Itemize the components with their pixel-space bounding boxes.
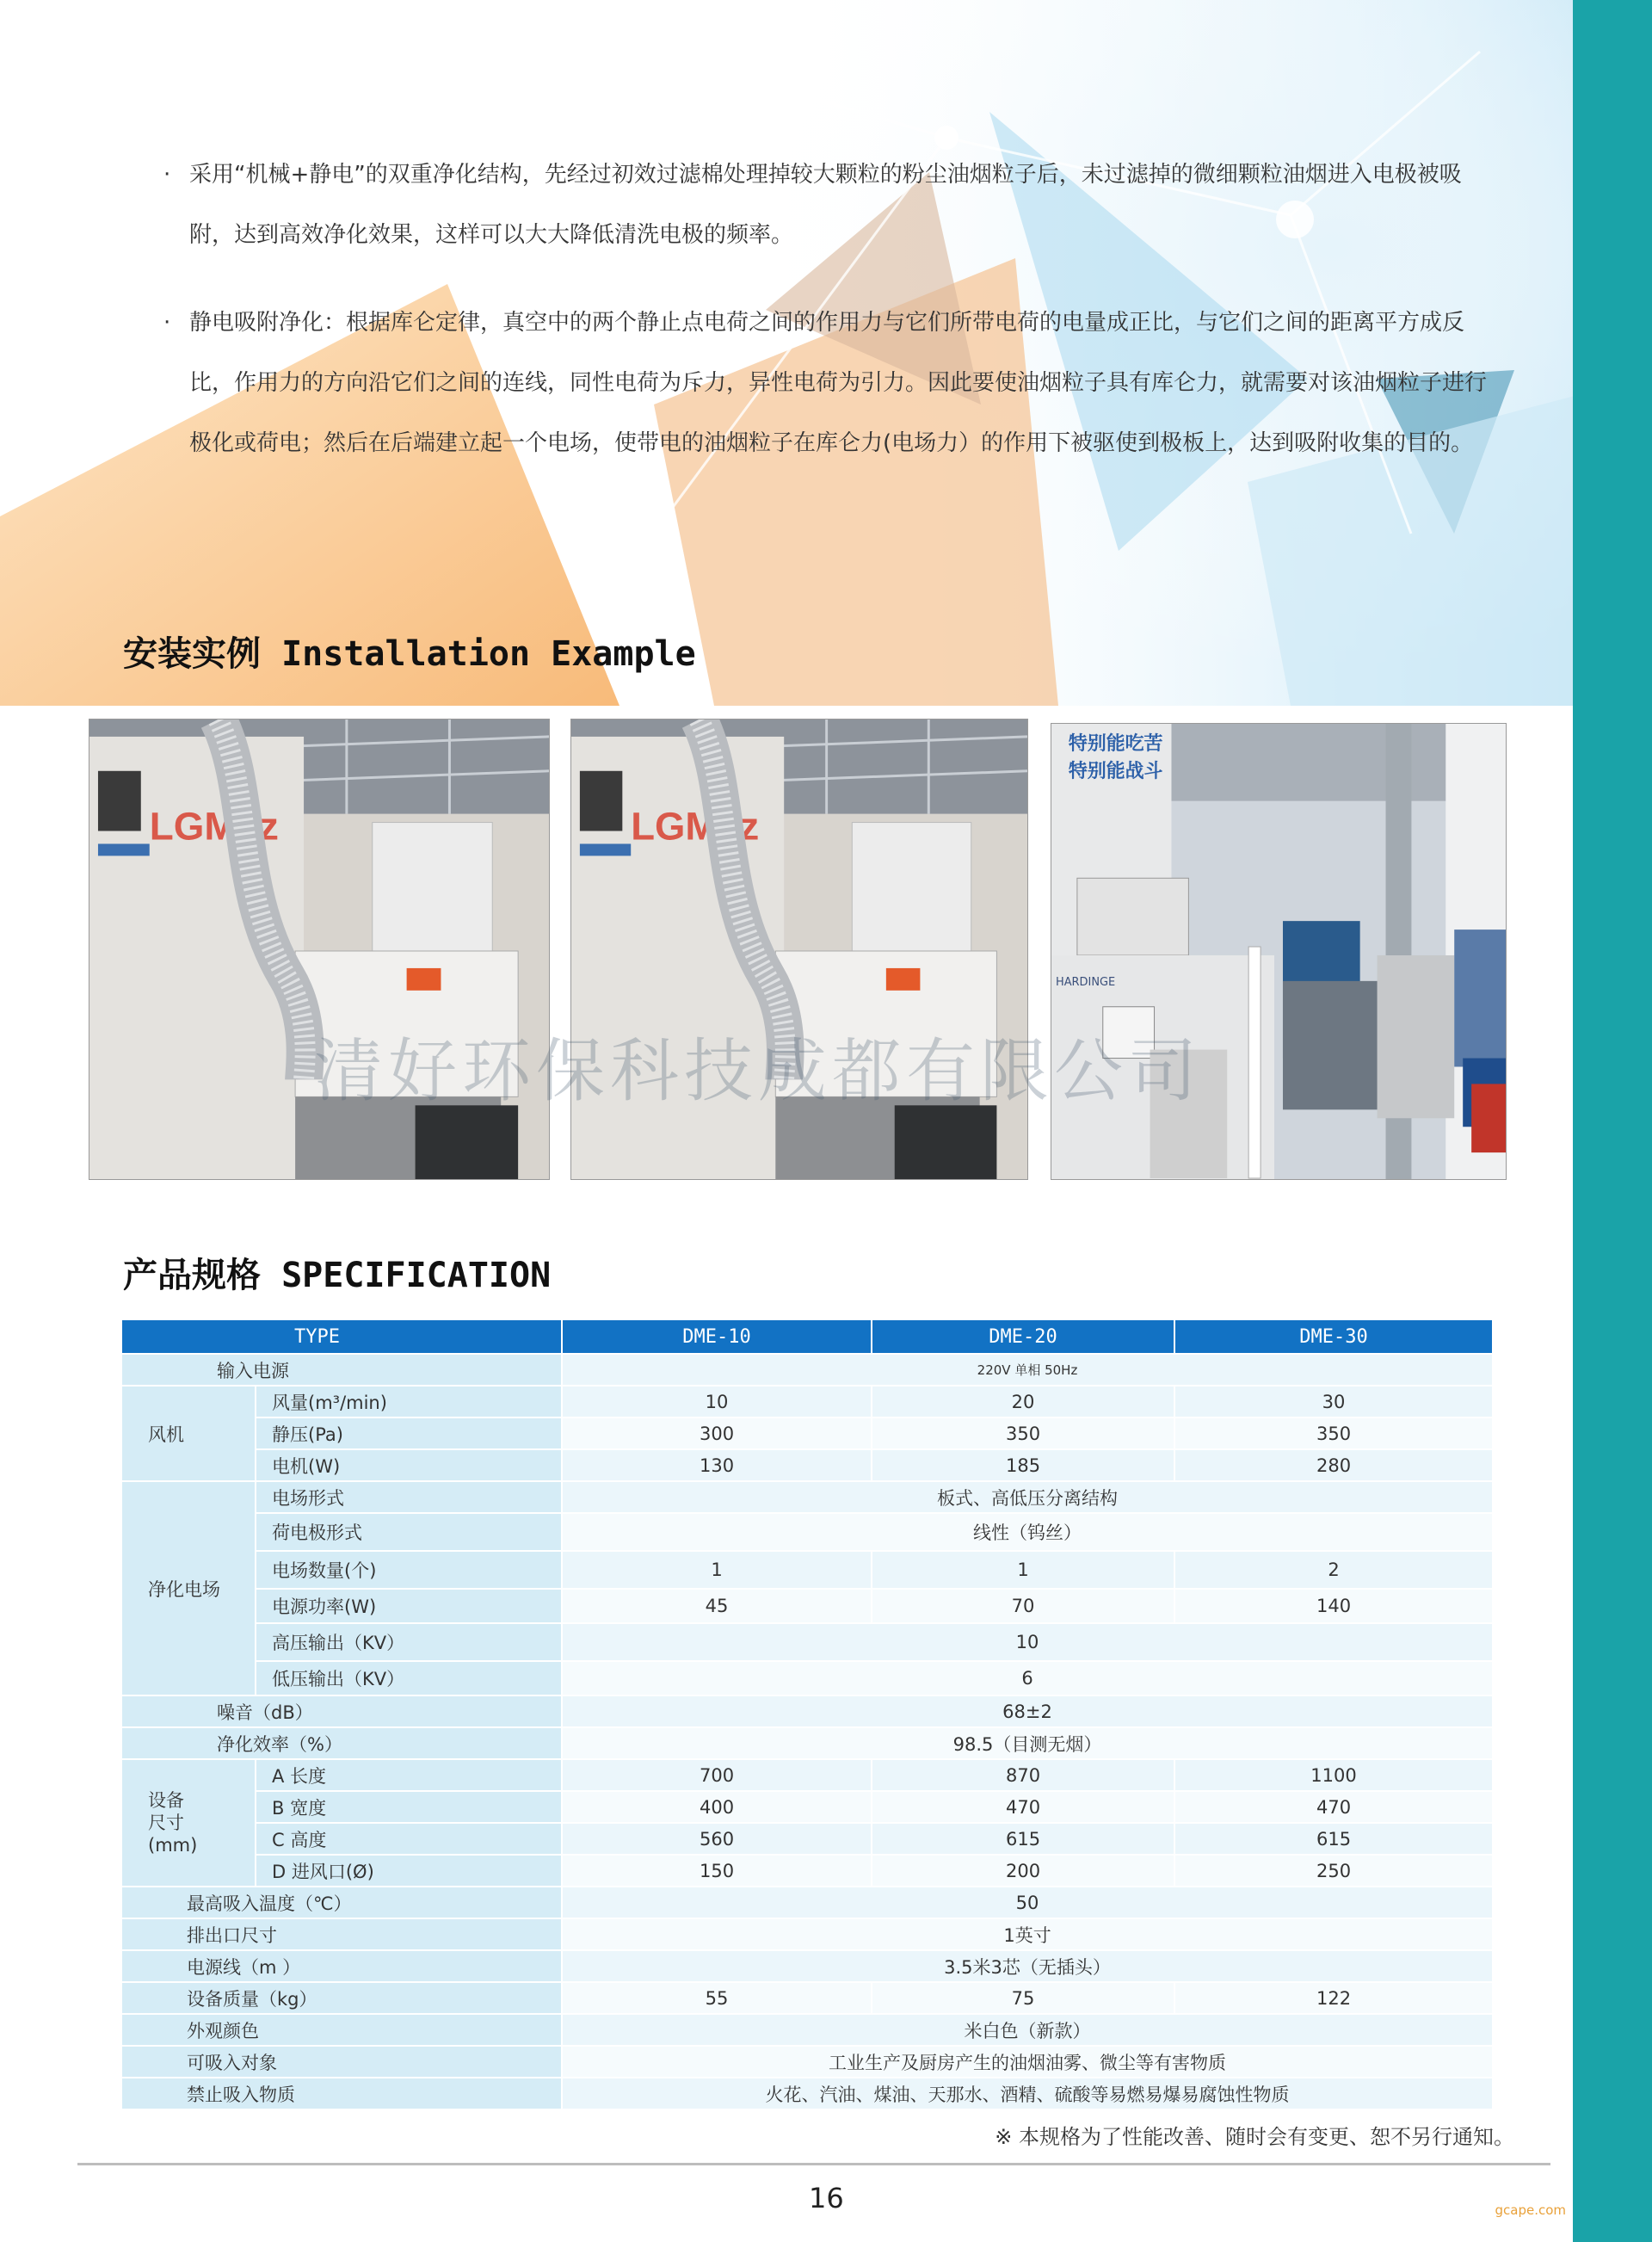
row-value: 线性（钨丝） — [562, 1513, 1493, 1551]
installation-title: 安装实例 Installation Example — [123, 634, 696, 674]
row-value: 6 — [562, 1661, 1493, 1695]
cell-value: 130 — [562, 1449, 872, 1481]
table-row — [121, 1823, 1493, 1855]
row-value: 板式、高低压分离结构 — [562, 1481, 1493, 1513]
group-label: 风机 — [121, 1386, 256, 1481]
table-row — [121, 1759, 1493, 1791]
cell-value: 400 — [562, 1791, 872, 1823]
table-row — [121, 1950, 1493, 1982]
cell-value: 10 — [562, 1386, 872, 1417]
site-watermark: gcape.com — [1495, 2202, 1566, 2218]
table-row — [121, 1623, 1493, 1661]
table-row — [121, 1727, 1493, 1759]
table-row — [121, 1589, 1493, 1623]
feature-bullets — [163, 145, 1506, 501]
cell-value: 200 — [872, 1855, 1174, 1887]
table-row — [121, 2014, 1493, 2046]
cell-value: 615 — [872, 1823, 1174, 1855]
cell-value: 560 — [562, 1823, 872, 1855]
cell-value: 20 — [872, 1386, 1174, 1417]
photo-sign-line2: 特别能战斗 — [1068, 760, 1163, 782]
table-row — [121, 1551, 1493, 1589]
row-label: 电场数量(个) — [256, 1551, 562, 1589]
row-label: D 进风口(Ø) — [256, 1855, 562, 1887]
row-value: 3.5米3芯（无插头） — [562, 1950, 1493, 1982]
cell-value: 280 — [1174, 1449, 1493, 1481]
row-value: 米白色（新款） — [562, 2014, 1493, 2046]
row-label: 高压输出（KV） — [256, 1623, 562, 1661]
cell-value: 122 — [1174, 1982, 1493, 2014]
photo-watermark-text: 清好环保科技成都有限公司 — [314, 1031, 1202, 1111]
row-label: 可吸入对象 — [121, 2046, 562, 2078]
accent-side-bar — [1573, 0, 1652, 2242]
row-label: 输入电源 — [121, 1354, 562, 1386]
group-label: 净化电场 — [121, 1481, 256, 1695]
row-label: B 宽度 — [256, 1791, 562, 1823]
type-header: TYPE — [121, 1319, 562, 1354]
table-row — [121, 1982, 1493, 2014]
spec-change-note: ※ 本规格为了性能改善、随时会有变更、恕不另行通知。 — [995, 2125, 1514, 2149]
row-value: 1英寸 — [562, 1918, 1493, 1950]
cell-value: 470 — [872, 1791, 1174, 1823]
cell-value: 55 — [562, 1982, 872, 2014]
model-header: DME-20 — [872, 1319, 1174, 1354]
cell-value: 70 — [872, 1589, 1174, 1623]
bullet-electrostatic — [163, 293, 1506, 473]
row-label: C 高度 — [256, 1823, 562, 1855]
cell-value: 45 — [562, 1589, 872, 1623]
row-label: 电源功率(W) — [256, 1589, 562, 1623]
photo-brand-text: LGMaz — [631, 804, 760, 849]
table-row — [121, 1661, 1493, 1695]
table-row — [121, 1695, 1493, 1727]
cell-value: 150 — [562, 1855, 872, 1887]
table-row — [121, 1386, 1493, 1417]
bullet-mark: · — [163, 162, 171, 188]
bullet-dual-purification — [163, 145, 1506, 265]
bullet-text: 采用“机械+静电”的双重净化结构，先经过初效过滤棉处理掉较大颗粒的粉尘油烟粒子后，未过滤掉的微细颗粒油烟进入电极被吸附，达到高效净化效果，这样可以大大降低清洗电极的频率。 — [189, 162, 1462, 248]
table-row — [121, 1481, 1493, 1513]
row-label: 排出口尺寸 — [121, 1918, 562, 1950]
table-row — [121, 2078, 1493, 2109]
row-value: 98.5（目测无烟） — [562, 1727, 1493, 1759]
table-row — [121, 1513, 1493, 1551]
cell-value: 30 — [1174, 1386, 1493, 1417]
cell-value: 470 — [1174, 1791, 1493, 1823]
table-header-row — [121, 1319, 1493, 1354]
cell-value: 300 — [562, 1417, 872, 1449]
table-row — [121, 1449, 1493, 1481]
cell-value: 75 — [872, 1982, 1174, 2014]
cell-value: 1 — [872, 1551, 1174, 1589]
row-value: 工业生产及厨房产生的油烟油雾、微尘等有害物质 — [562, 2046, 1493, 2078]
row-label: 荷电极形式 — [256, 1513, 562, 1551]
cell-value: 615 — [1174, 1823, 1493, 1855]
specification-title: 产品规格 SPECIFICATION — [123, 1256, 552, 1295]
photo-sign-line1: 特别能吃苦 — [1068, 732, 1163, 755]
cell-value: 350 — [1174, 1417, 1493, 1449]
row-value: 火花、汽油、煤油、天那水、酒精、硫酸等易燃易爆易腐蚀性物质 — [562, 2078, 1493, 2109]
photo-hardinge-text: HARDINGE — [1055, 975, 1116, 989]
table-row — [121, 1417, 1493, 1449]
page-number: 16 — [809, 2182, 844, 2214]
row-label: 风量(m³/min) — [256, 1386, 562, 1417]
model-header: DME-10 — [562, 1319, 872, 1354]
row-label: 电源线（m ） — [121, 1950, 562, 1982]
table-row — [121, 1855, 1493, 1887]
specification-table — [120, 1319, 1494, 2110]
cell-value: 1100 — [1174, 1759, 1493, 1791]
cell-value: 185 — [872, 1449, 1174, 1481]
table-row — [121, 1354, 1493, 1386]
cell-value: 700 — [562, 1759, 872, 1791]
bullet-mark: · — [163, 310, 171, 336]
row-value: 68±2 — [562, 1695, 1493, 1727]
cell-value: 2 — [1174, 1551, 1493, 1589]
model-header: DME-30 — [1174, 1319, 1493, 1354]
row-label: A 长度 — [256, 1759, 562, 1791]
row-value: 10 — [562, 1623, 1493, 1661]
row-label: 电场形式 — [256, 1481, 562, 1513]
row-label: 电机(W) — [256, 1449, 562, 1481]
table-row — [121, 2046, 1493, 2078]
cell-value: 1 — [562, 1551, 872, 1589]
footer-divider — [77, 2163, 1550, 2165]
row-label: 低压输出（KV） — [256, 1661, 562, 1695]
row-label: 静压(Pa) — [256, 1417, 562, 1449]
row-value: 220V 单相 50Hz — [562, 1354, 1493, 1386]
row-label: 外观颜色 — [121, 2014, 562, 2046]
row-label: 禁止吸入物质 — [121, 2078, 562, 2109]
group-label: 设备 尺寸 (mm) — [121, 1759, 256, 1887]
cell-value: 350 — [872, 1417, 1174, 1449]
cell-value: 870 — [872, 1759, 1174, 1791]
photo-brand-text: LGMaz — [149, 804, 279, 849]
row-value: 50 — [562, 1887, 1493, 1918]
row-label: 噪音（dB） — [121, 1695, 562, 1727]
row-label: 最高吸入温度（℃） — [121, 1887, 562, 1918]
table-row — [121, 1791, 1493, 1823]
bullet-text: 静电吸附净化：根据库仑定律，真空中的两个静止点电荷之间的作用力与它们所带电荷的电量成正比，与它们之间的距离平方成反比，作用力的方向沿它们之间的连线，同性电荷为斥力，异性电荷为引力。因此要使油烟粒子具有库仑力，就需要对该油烟粒子进行极化或荷电；然后在后端建立起一个电场，使带电的油烟粒子在库仑力(电场力）的作用下被驱使到极板上，达到吸附收集的目的。 — [189, 310, 1488, 456]
row-label: 净化效率（%） — [121, 1727, 562, 1759]
table-row — [121, 1887, 1493, 1918]
cell-value: 250 — [1174, 1855, 1493, 1887]
table-row — [121, 1918, 1493, 1950]
cell-value: 140 — [1174, 1589, 1493, 1623]
row-label: 设备质量（kg） — [121, 1982, 562, 2014]
